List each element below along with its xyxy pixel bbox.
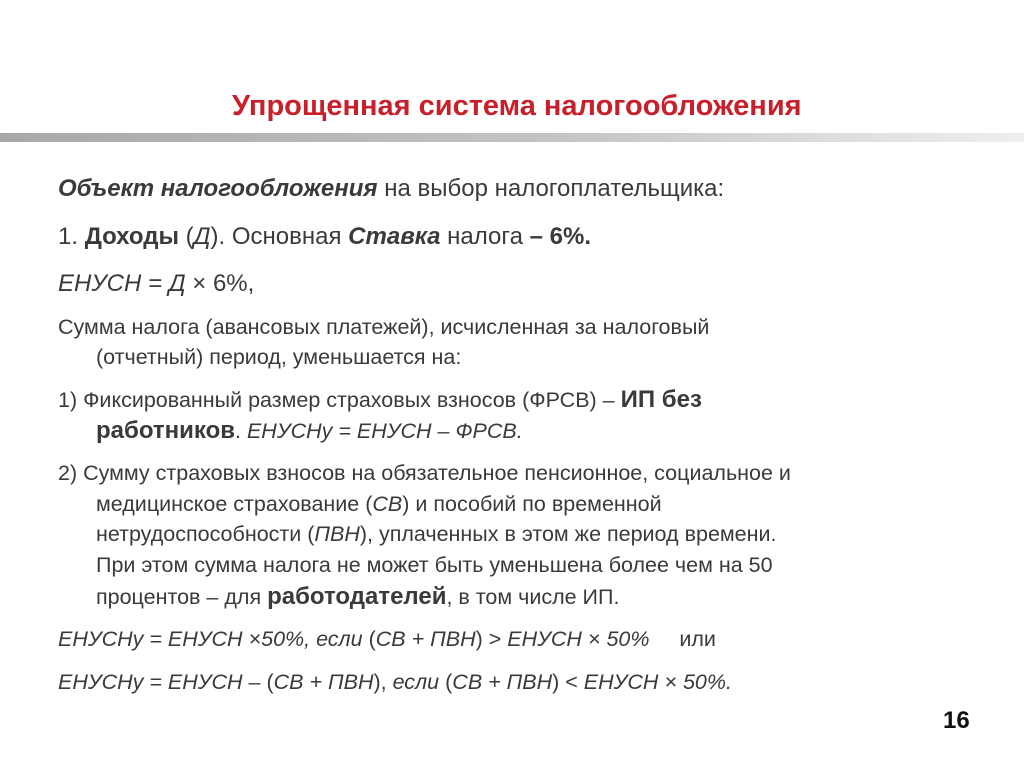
formula-part: ЕНУСНу = ЕНУСН – [58, 670, 267, 694]
item-number: 1. [58, 223, 85, 250]
formula-or: или [649, 627, 716, 651]
item-2-cont-1 [96, 489, 662, 520]
formula-part: ЕНУСН × 50%. [583, 670, 732, 694]
formula-part: СВ + ПВН [273, 670, 374, 694]
paragraph-text: При этом сумма налога не может быть уменьшена более чем на 50 [96, 553, 773, 577]
ip-without-staff-term: ИП без [620, 386, 702, 413]
item-1-cont [96, 415, 523, 447]
tax-object-line [58, 174, 724, 204]
paragraph-text: процентов – для [96, 585, 268, 609]
text-fragment: . [235, 419, 247, 443]
text-fragment: ( [178, 223, 194, 250]
formula-part: ( [362, 627, 376, 651]
formula-line-1 [58, 269, 254, 299]
text-fragment: налога [440, 223, 530, 250]
item-2-line [58, 458, 791, 489]
tax-object-term: Объект налогообложения [58, 175, 378, 202]
tax-object-rest: на выбор налогоплательщика: [377, 175, 725, 202]
paragraph-text: ) и пособий по временной [402, 492, 662, 516]
sv-symbol: СВ [372, 492, 403, 516]
income-term: Доходы [84, 223, 179, 250]
formula-frsv: ЕНУСНу = ЕНУСН – ФРСВ. [246, 419, 523, 443]
title-divider [0, 133, 1024, 142]
formula-rhs: × 6%, [185, 270, 255, 297]
ip-without-staff-term: работников [96, 417, 236, 444]
income-rate-line [58, 222, 591, 252]
rate-value: – 6%. [529, 223, 592, 250]
item-2-cont-2 [96, 519, 777, 550]
item-1-line [58, 384, 702, 416]
employers-term: работодателей [267, 583, 447, 610]
paragraph-text: ), уплаченных в этом же период времени. [359, 522, 777, 546]
reduction-intro-line [58, 312, 709, 343]
slide-title: Упрощенная система налогообложения [232, 90, 802, 122]
text-fragment: ). Основная [210, 223, 349, 250]
paragraph-text: Сумма налога (авансовых платежей), исчисленная за налоговый [58, 315, 710, 339]
formula-part: СВ + ПВН [452, 670, 553, 694]
formula-part: ) > [475, 627, 508, 651]
formula-part: ( [439, 670, 453, 694]
paragraph-text: , в том числе ИП. [446, 585, 620, 609]
paragraph-text: медицинское страхование ( [96, 492, 373, 516]
paragraph-text: (отчетный) период, уменьшается на: [96, 345, 462, 369]
formula-part: ( [266, 670, 274, 694]
formula-part: если [392, 670, 440, 694]
formula-line-2 [58, 624, 716, 655]
item-2-cont-3 [96, 550, 773, 581]
income-symbol: Д [193, 223, 211, 250]
page-number: 16 [943, 707, 970, 734]
formula-part: ), [373, 670, 393, 694]
formula-part: СВ + ПВН [375, 627, 476, 651]
formula-lhs: ЕНУСН = Д [58, 270, 186, 297]
reduction-intro-cont [96, 342, 461, 373]
paragraph-text: нетрудоспособности ( [96, 522, 315, 546]
paragraph-text: 1) Фиксированный размер страховых взносов (ФРСВ) – [58, 388, 621, 412]
formula-part: ) < [552, 670, 584, 694]
formula-part: ЕНУСН × 50% [507, 627, 650, 651]
paragraph-text: 2) Сумму страховых взносов на обязательное пенсионное, социальное и [58, 461, 791, 485]
item-2-cont-4 [96, 581, 619, 613]
formula-line-3 [58, 667, 732, 698]
formula-part: ЕНУСНу = ЕНУСН ×50%, если [58, 627, 363, 651]
pvn-symbol: ПВН [314, 522, 360, 546]
rate-term: Ставка [348, 223, 441, 250]
